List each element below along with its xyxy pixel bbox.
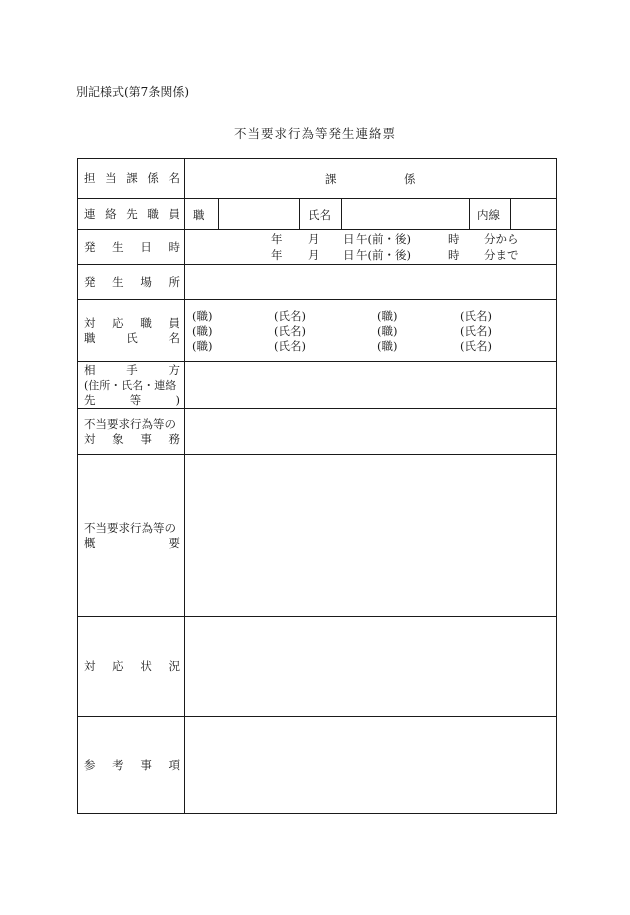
label-char: 場 [140, 274, 152, 289]
dt-month: 月 [308, 232, 320, 246]
label-char: ) [175, 392, 180, 407]
label-contact [78, 199, 185, 229]
label-char: 係 [147, 171, 159, 185]
staff-shoku: (職) [192, 324, 213, 338]
label-char: 名 [168, 171, 180, 185]
contact-naisen-field[interactable] [511, 199, 556, 229]
label-char: 絡 [105, 206, 117, 221]
label-char: 要 [168, 535, 180, 550]
label-reference [78, 717, 185, 813]
label-datetime [78, 230, 185, 264]
value-section[interactable] [185, 159, 556, 198]
row-reference [78, 717, 556, 813]
value-contact [185, 199, 556, 229]
staff-shimei: (氏名) [460, 324, 492, 338]
value-place[interactable] [185, 265, 556, 299]
label-char: 状 [140, 659, 152, 673]
label-line: 不当要求行為等の [84, 520, 176, 535]
contact-shimei-field[interactable] [342, 199, 469, 229]
dt-day: 日 [343, 232, 355, 246]
label-char: 方 [168, 362, 180, 377]
section-ka: 課 [325, 172, 337, 186]
staff-shimei: (氏名) [460, 309, 492, 323]
label-summary [78, 455, 185, 616]
staff-shimei: (氏名) [274, 324, 306, 338]
label-char: 当 [105, 171, 117, 185]
value-datetime[interactable] [185, 230, 556, 264]
staff-shimei: (氏名) [460, 339, 492, 353]
value-party[interactable] [185, 362, 556, 408]
staff-shoku: (職) [192, 339, 213, 353]
dt-ampm: 午(前・後) [356, 232, 411, 246]
contact-shimei-label: 氏名 [308, 208, 331, 222]
staff-shimei: (氏名) [274, 309, 306, 323]
row-summary [78, 455, 556, 617]
dt-hour: 時 [448, 232, 460, 246]
label-char: 員 [168, 315, 180, 330]
label-char: 参 [84, 757, 96, 772]
label-char: 職 [84, 330, 96, 345]
value-target[interactable] [185, 409, 556, 454]
label-char: 発 [84, 274, 96, 289]
label-char: 職 [147, 206, 159, 221]
row-contact [78, 199, 556, 230]
contact-shoku-label: 職 [193, 208, 205, 222]
label-place [78, 265, 185, 299]
row-response [78, 617, 556, 717]
label-char: 象 [112, 431, 124, 446]
value-response[interactable] [185, 617, 556, 716]
label-char: 対 [84, 431, 96, 446]
label-char: 担 [84, 171, 96, 185]
row-staff [78, 300, 556, 362]
label-response [78, 617, 185, 716]
dt-year: 年 [271, 232, 283, 246]
label-target [78, 409, 185, 454]
label-char: 概 [84, 535, 96, 550]
label-char: 事 [140, 431, 152, 446]
label-char: 職 [140, 315, 152, 330]
value-staff[interactable] [185, 300, 556, 361]
form-ref-label: 別記様式(第7条関係) [76, 85, 189, 99]
row-party [78, 362, 556, 409]
dt-year: 年 [271, 248, 283, 262]
divider [299, 199, 300, 229]
label-char: 事 [140, 757, 152, 772]
label-char: 発 [84, 239, 96, 254]
label-char: 相 [84, 362, 96, 377]
label-char: 員 [168, 206, 180, 221]
label-char: 生 [112, 274, 124, 289]
row-place [78, 265, 556, 300]
contact-naisen-label: 内線 [477, 208, 500, 222]
form-title: 不当要求行為等発生連絡票 [233, 126, 396, 141]
label-char: 項 [168, 757, 180, 772]
label-char: 対 [84, 659, 96, 673]
label-section [78, 159, 185, 198]
label-party [78, 362, 185, 408]
label-char: 時 [168, 239, 180, 254]
row-target [78, 409, 556, 455]
dt-minute-from: 分から [484, 232, 519, 246]
label-char: 況 [168, 659, 180, 673]
label-char: 務 [168, 431, 180, 446]
dt-hour: 時 [448, 248, 460, 262]
label-char: 先 [84, 392, 96, 407]
label-line: 不当要求行為等の [84, 416, 176, 431]
label-char: 考 [112, 757, 124, 772]
staff-shimei: (氏名) [274, 339, 306, 353]
label-char: 対 [84, 315, 96, 330]
label-char: 名 [168, 330, 180, 345]
label-char: 生 [112, 239, 124, 254]
form-table [77, 158, 557, 814]
value-reference[interactable] [185, 717, 556, 813]
dt-month: 月 [308, 248, 320, 262]
divider [469, 199, 470, 229]
dt-day: 日 [343, 248, 355, 262]
label-char: 課 [126, 171, 138, 185]
staff-shoku: (職) [377, 324, 398, 338]
row-datetime [78, 230, 556, 265]
dt-ampm: 午(前・後) [356, 248, 411, 262]
section-kakari: 係 [404, 172, 416, 186]
label-staff [78, 300, 185, 361]
contact-shoku-field[interactable] [219, 199, 299, 229]
staff-shoku: (職) [192, 309, 213, 323]
label-char: 先 [126, 206, 138, 221]
label-char: 日 [140, 239, 152, 254]
label-char: 応 [112, 315, 124, 330]
label-char: 連 [84, 206, 96, 221]
value-summary[interactable] [185, 455, 556, 616]
label-char: 所 [168, 274, 180, 289]
label-char: 応 [112, 659, 124, 673]
label-line: (住所・氏名・連絡 [84, 378, 177, 392]
label-char: 等 [129, 392, 142, 407]
staff-shoku: (職) [377, 339, 398, 353]
label-char: 手 [126, 362, 138, 377]
dt-minute-to: 分まで [484, 248, 519, 262]
row-section [78, 159, 556, 199]
staff-shoku: (職) [377, 309, 398, 323]
label-char: 氏 [126, 330, 138, 345]
